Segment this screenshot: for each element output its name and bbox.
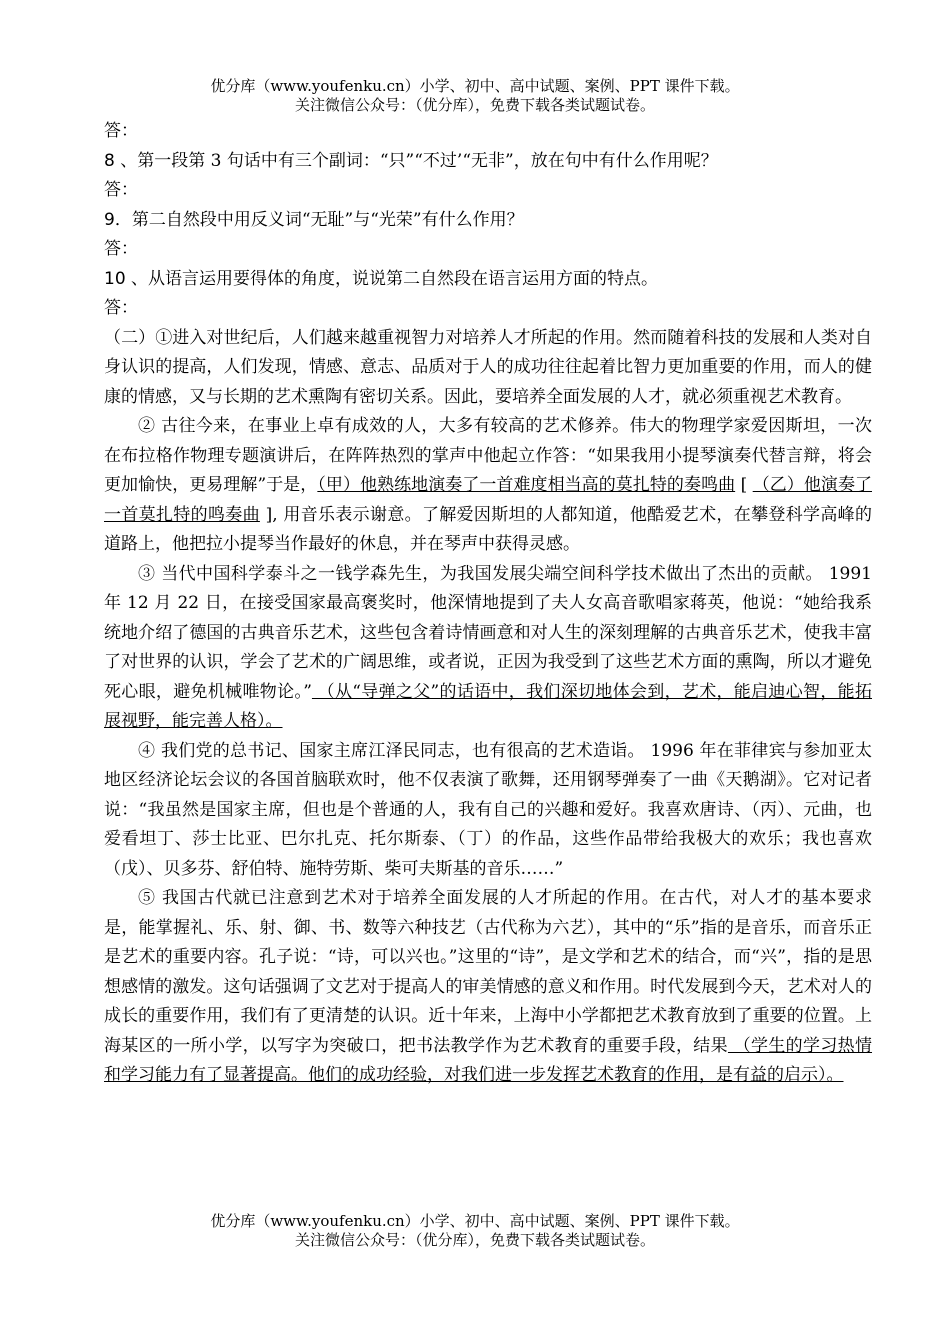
question-10-number: 10 、 [104,268,149,289]
paragraph-5-text: ⑤ 我国古代就已注意到艺术对于培养全面发展的人才所起的作用。在古代，对人才的基本要求是，能掌握礼、乐、射、御、书、数等六种技艺（古代称为六艺），其中的“乐”指的是音乐，而音乐正是艺术的重要内容。孔子说：“诗，可以兴也。”这里的“诗”，是文学和艺术的结合，而“兴”，指的是思想感情的激发。这句话强调了文艺对于提高人的审美情感的意义和作用。时代发展到今天，艺术对人的成长的重要作用，我们有了更清楚的认识。近十年来，上海中小学都把艺术教育放到了重要的位置。上海某区的一所小学，以写字为突破口，把书法教学作为艺术教育的重要手段，结果 [104,888,872,1056]
header-line-1: 优分库（www.youfenku.cn）小学、初中、高中试题、案例、PPT 课件下载。 [210,77,740,95]
answer-label: 答： [104,298,138,318]
footer-line-1: 优分库（www.youfenku.cn）小学、初中、高中试题、案例、PPT 课件下载。 [210,1212,740,1230]
question-9-text: 第二自然段中用反义词“无耻”与“光荣”有什么作用？ [131,209,524,230]
answer-label: 答： [104,121,138,141]
answer-label: 答： [104,180,138,200]
question-9-number: 9． [104,209,132,230]
underlined-option-jia: （甲）他熟练地演奏了一首难度相当高的莫扎特的奏鸣曲 [317,475,736,495]
paragraph-1: （二）①进入对世纪后，人们越来越重视智力对培养人才所起的作用。然而随着科技的发展和人类对自身认识的提高，人们发现，情感、意志、品质对于人的成功往往起着比智力更加重要的作用，而人的健康的情感，又与长期的艺术熏陶有密切关系。因此，要培养全面发展的人才，就必须重视艺术教育。 [104,327,872,407]
header-line-2: 关注微信公众号：（优分库），免费下载各类试题试卷。 [294,96,655,114]
question-8-number: 8 、 [104,150,138,171]
question-8-text: 第一段第 3 句话中有三个副词：“只”“不过’“无非”，放在句中有什么作用呢？ [137,150,718,171]
document-body [104,117,872,1091]
paragraph-4: ④ 我们党的总书记、国家主席江泽民同志，也有很高的艺术造诣。 1996 年在菲律宾与参加亚太地区经济论坛会议的各国首脑联欢时，他不仅表演了歌舞，还用钢琴弹奏了一曲《天鹅湖》。它对记者说：“我虽然是国家主席，但也是个普通的人，我有自己的兴趣和爱好。我喜欢唐诗、（丙）、元曲，也爱看坦丁、莎士比亚、巴尔扎克、托尔斯泰、（丁）的作品，这些作品带给我极大的欢乐；我也喜欢（戊）、贝多芬、舒伯特、施特劳斯、柴可夫斯基的音乐……” [104,740,872,879]
paragraph-3-text: ③ 当代中国科学泰斗之一钱学森先生，为我国发展尖端空间科学技术做出了杰出的贡献。 1991 年 12 月 22 日，在接受国家最高褒奖时，他深情地提到了夫人女高音歌唱家蒋英，他说：“她给我系统地介绍了德国的古典音乐艺术，这些包含着诗情画意和对人生的深刻理解的古典音乐艺术，使我丰富了对世界的认识，学会了艺术的广阔思维，或者说，正因为我受到了这些艺术方面的熏陶，所以才避免死心眼，避免机械唯物论。” [104,563,872,702]
paragraph-2-text: ② 古往今来，在事业上卓有成效的人，大多有较高的艺术修养。伟大的物理学家爱因斯坦，一次在布拉格作物理专题演讲后，在阵阵热烈的掌声中他起立作答：“如果我用小提琴演奏代替言辩，将会更加愉快，更易理解”于是， [104,416,872,495]
footer-line-2: 关注微信公众号：（优分库），免费下载各类试题试卷。 [294,1231,655,1249]
question-10 [104,265,872,295]
page-header [0,77,950,115]
paragraph-3 [104,560,872,737]
paragraph-2 [104,412,872,560]
bracket-open: [ [735,475,753,495]
page-footer [0,1212,950,1250]
question-9 [104,206,872,236]
question-8 [104,147,872,177]
answer-label: 答： [104,239,138,259]
underlined-option-yi: （乙）他演奏了一首莫扎特的鸣奏曲 [104,475,872,525]
paragraph-5 [104,884,872,1091]
paragraph-2-ending: ], 用音乐表示谢意。了解爱因斯坦的人都知道，他酷爱艺术，在攀登科学高峰的道路上，他把拉小提琴当作最好的休息，并在琴声中获得灵感。 [104,504,873,554]
question-10-text: 从语言运用要得体的角度，说说第二自然段在语言运用方面的特点。 [148,268,659,289]
underlined-sentence-5: （学生的学习热情和学习能力有了显著提高。他们的成功经验，对我们进一步发挥艺术教育的作用，是有益的启示）。 [104,1035,873,1085]
underlined-sentence-3: （从“导弹之父”的话语中，我们深切地体会到，艺术，能启迪心智，能拓展视野，能完善人格）。 [104,681,872,731]
